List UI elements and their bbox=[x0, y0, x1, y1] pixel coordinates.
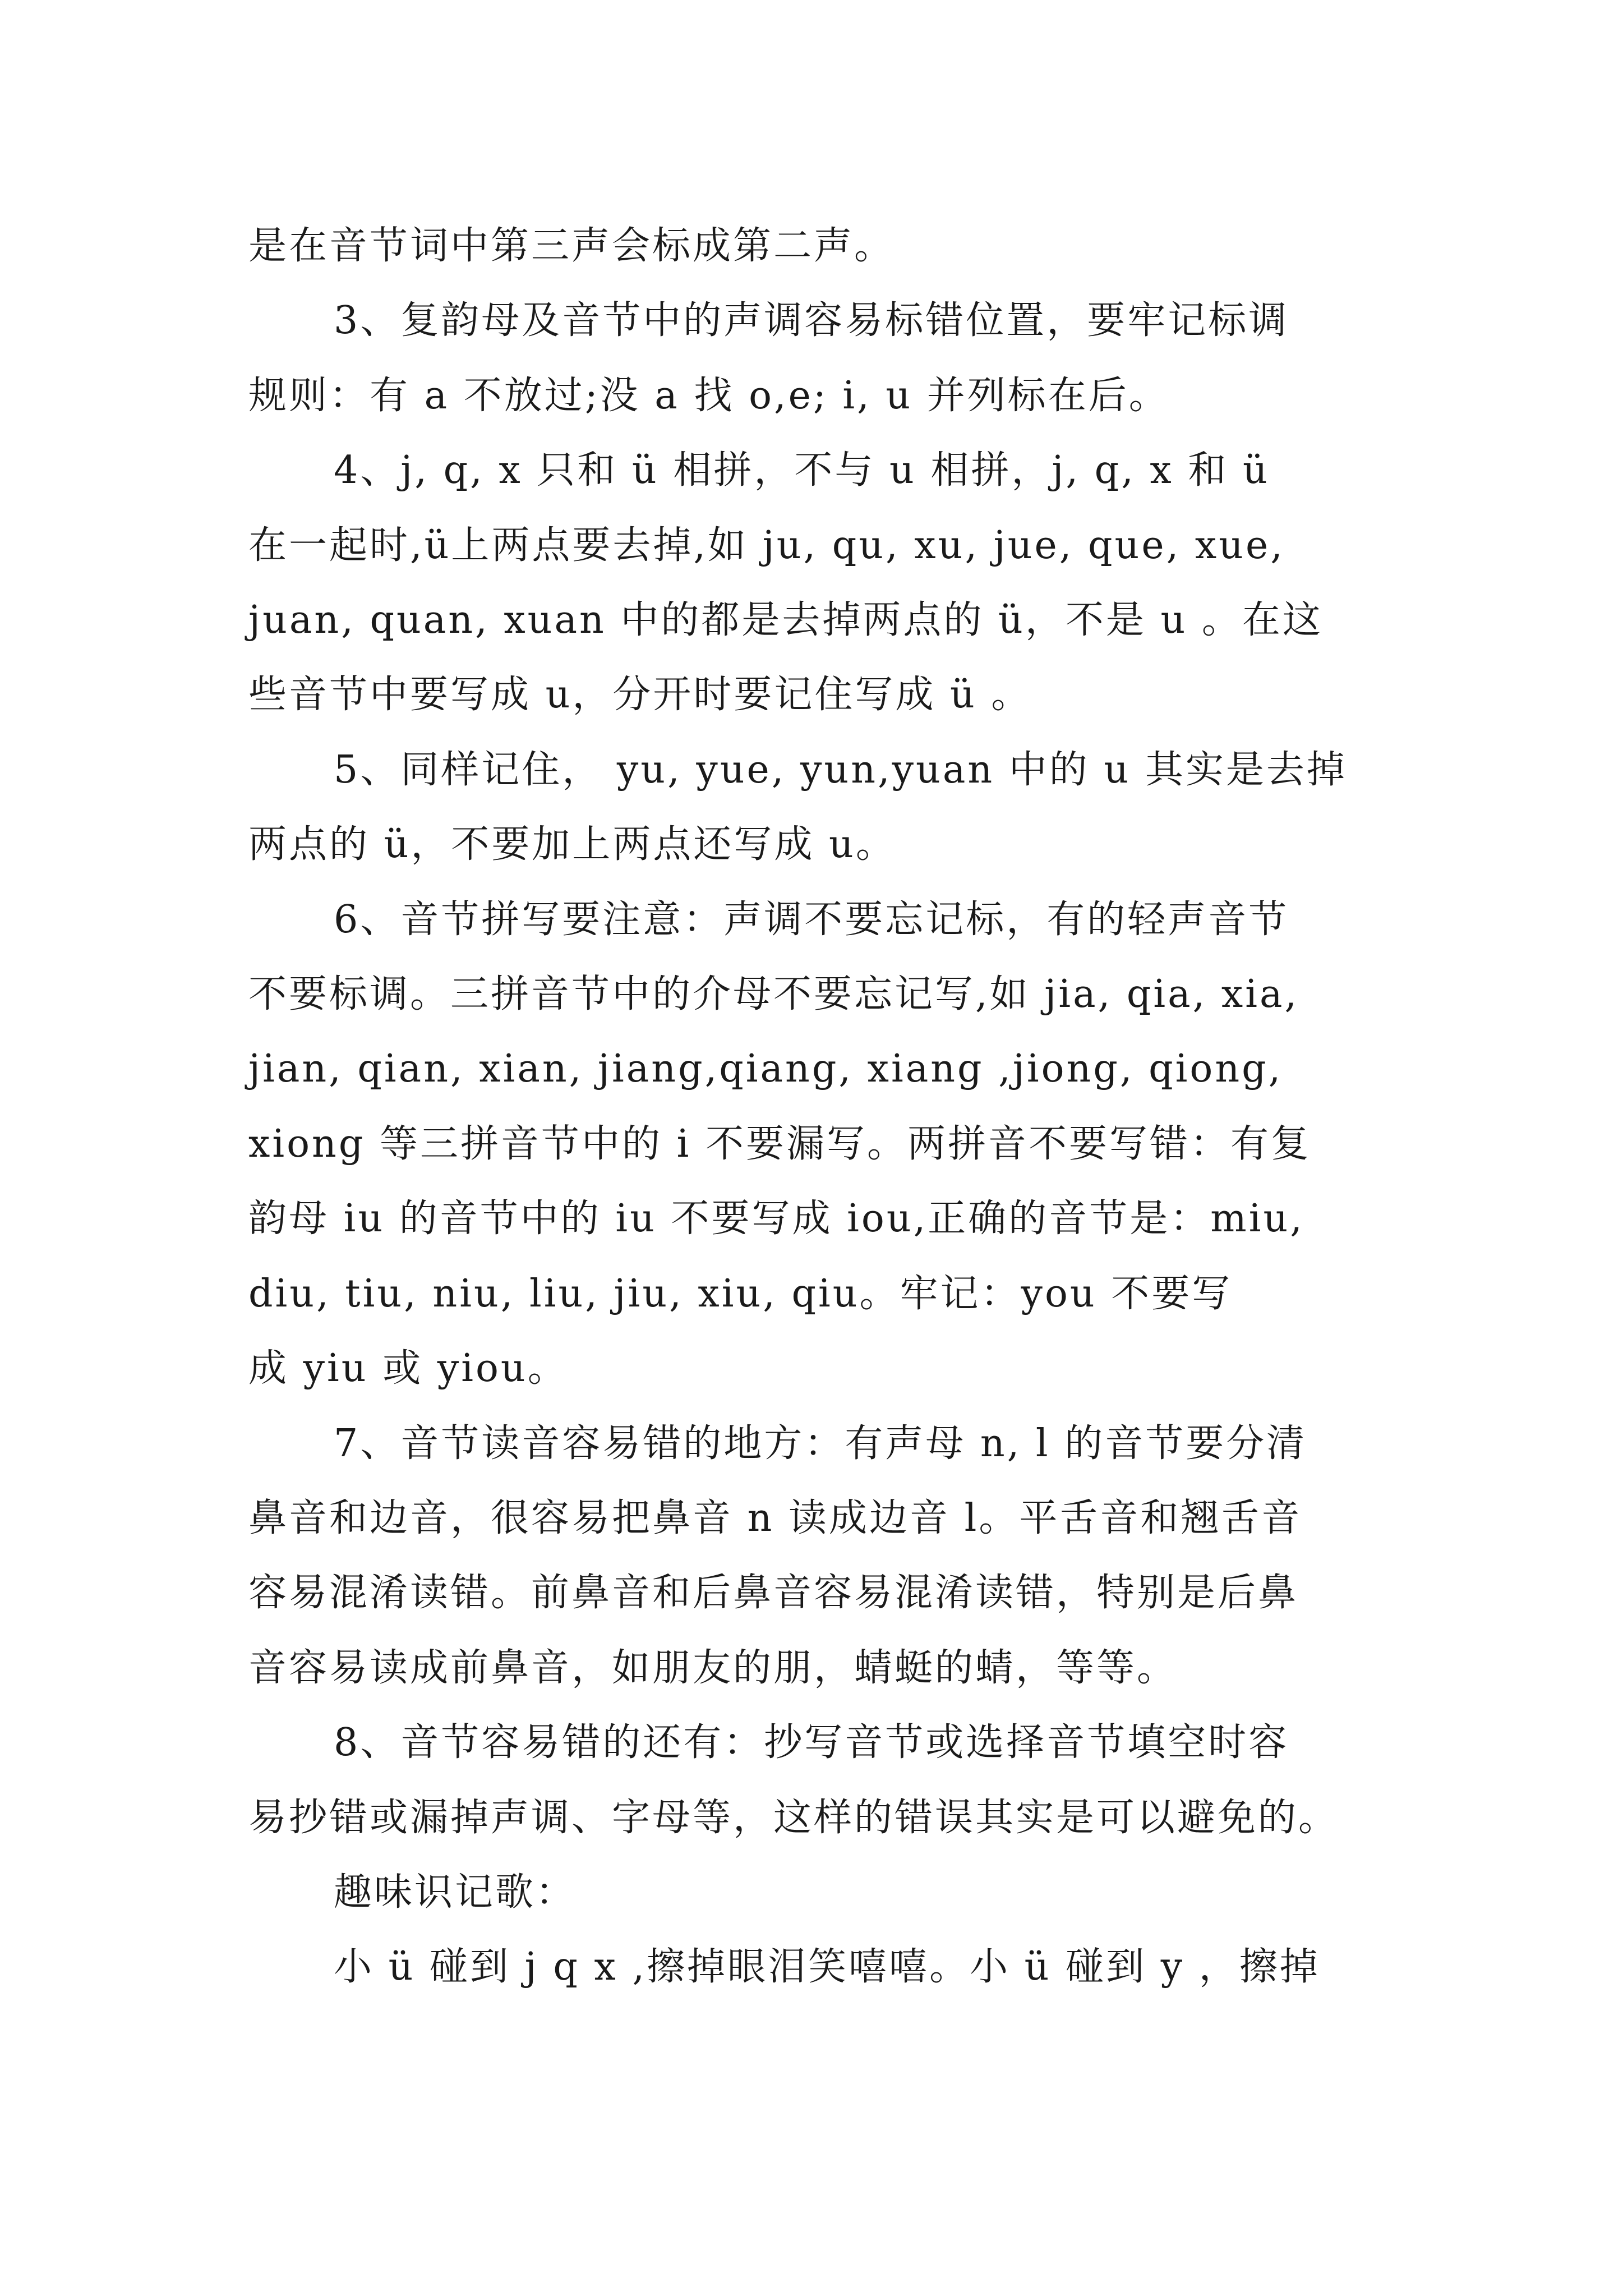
text-line: 规则：有 a 不放过;没 a 找 o,e; i, u 并列标在后。 bbox=[248, 373, 1169, 418]
text-line: 7、音节读音容易错的地方：有声母 n, l 的音节要分清 bbox=[334, 1421, 1307, 1466]
paragraph-p0 bbox=[248, 209, 1381, 283]
text-line: 6、音节拼写要注意：声调不要忘记标，有的轻声音节 bbox=[334, 897, 1289, 942]
text-line: 是在音节词中第三声会标成第二声。 bbox=[248, 224, 895, 268]
text-line: 易抄错或漏掉声调、字母等，这样的错误其实是可以避免的。 bbox=[248, 1795, 1339, 1840]
paragraph-p4 bbox=[248, 433, 1381, 733]
text-line: jian, qian, xian, jiang,qiang, xiang ,jiong, qiong, bbox=[248, 1047, 1283, 1092]
text-line: xiong 等三拼音节中的 i 不要漏写。两拼音不要写错：有复 bbox=[248, 1121, 1311, 1166]
text-line: 5、同样记住， yu, yue, yun,yuan 中的 u 其实是去掉 bbox=[334, 747, 1347, 792]
text-line: 趣味识记歌： bbox=[334, 1870, 577, 1915]
text-line: 小 ü 碰到 j q x ,擦掉眼泪笑嘻嘻。小 ü 碰到 y ，擦掉 bbox=[334, 1945, 1320, 1990]
text-line: 不要标调。三拼音节中的介母不要忘记写,如 jia, qia, xia, bbox=[248, 972, 1299, 1017]
paragraph-p7 bbox=[248, 1406, 1381, 1706]
paragraph-p9 bbox=[248, 1855, 1381, 1930]
text-line: 在一起时,ü上两点要去掉,如 ju, qu, xu, jue, que, xue, bbox=[248, 523, 1285, 568]
text-line: 些音节中要写成 u，分开时要记住写成 ü 。 bbox=[248, 673, 1032, 717]
text-line: diu, tiu, niu, liu, jiu, xiu, qiu。牢记：you 不要写 bbox=[248, 1271, 1233, 1316]
document-body bbox=[248, 209, 1381, 2005]
paragraph-p10 bbox=[248, 1930, 1381, 2004]
text-line: 韵母 iu 的音节中的 iu 不要写成 iou,正确的音节是：miu, bbox=[248, 1197, 1304, 1241]
text-line: juan, quan, xuan 中的都是去掉两点的 ü，不是 u 。在这 bbox=[248, 598, 1323, 643]
paragraph-p3 bbox=[248, 283, 1381, 433]
text-line: 两点的 ü，不要加上两点还写成 u。 bbox=[248, 822, 896, 867]
paragraph-p6 bbox=[248, 882, 1381, 1406]
text-line: 容易混淆读错。前鼻音和后鼻音容易混淆读错，特别是后鼻 bbox=[248, 1571, 1299, 1616]
text-line: 3、复韵母及音节中的声调容易标错位置，要牢记标调 bbox=[334, 298, 1289, 343]
paragraph-p5 bbox=[248, 733, 1381, 882]
text-line: 8、音节容易错的还有：抄写音节或选择音节填空时容 bbox=[334, 1720, 1289, 1765]
text-line: 音容易读成前鼻音，如朋友的朋，蜻蜓的蜻，等等。 bbox=[248, 1645, 1178, 1690]
text-line: 鼻音和边音，很容易把鼻音 n 读成边音 l。平舌音和翘舌音 bbox=[248, 1496, 1302, 1540]
paragraph-p8 bbox=[248, 1705, 1381, 1855]
text-line: 4、j, q, x 只和 ü 相拼，不与 u 相拼，j, q, x 和 ü bbox=[334, 448, 1270, 493]
text-line: 成 yiu 或 yiou。 bbox=[248, 1346, 568, 1391]
